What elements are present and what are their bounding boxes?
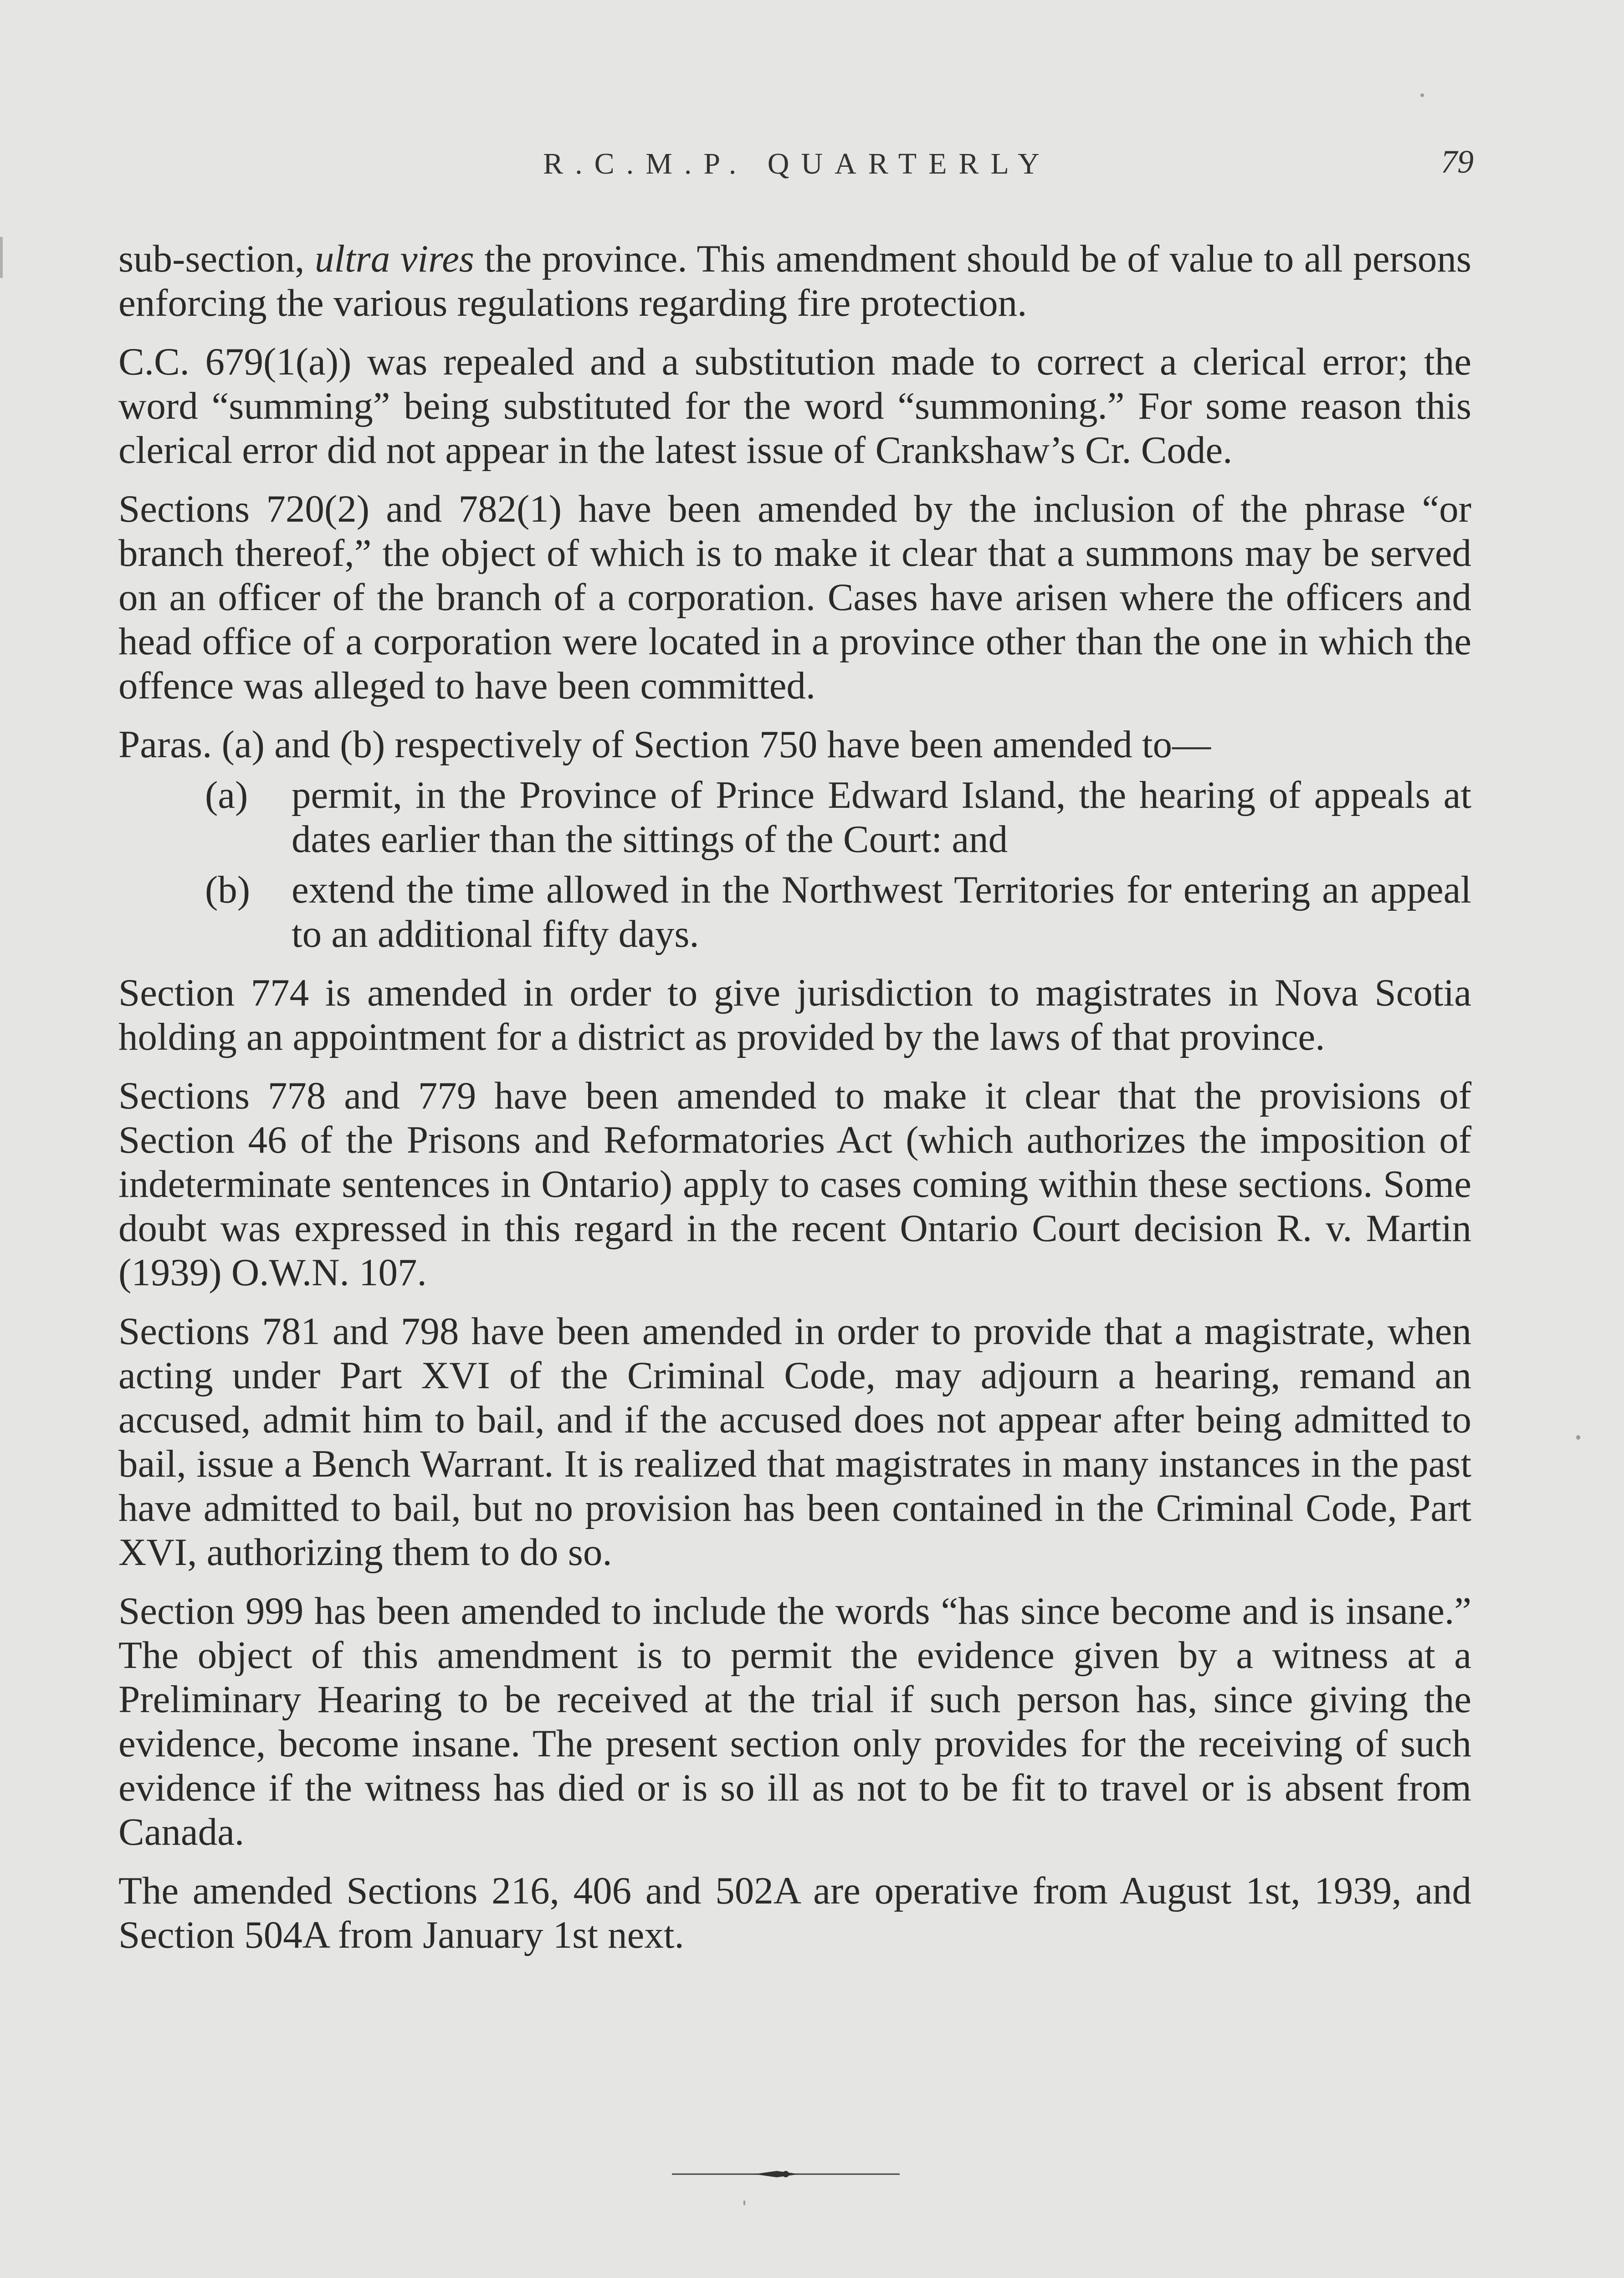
list-item-marker: (b) bbox=[205, 868, 251, 911]
paragraph-6: Sections 778 and 779 have been amended to make it clear that the provisions of Section 46 of the Prisons and Reformatories Act (which authorizes the imposition of indeterminate sentences in Ontario) apply to cases coming within these sections. Some doubt was expressed in this regard in the recent Ontario Court decision R. v. Martin (1939) O.W.N. 107. bbox=[118, 1074, 1471, 1294]
paragraph-1-end: the province. This amendment should be of value to all persons enforcing the various regulations regarding fire protection. bbox=[118, 237, 1472, 324]
body-text bbox=[118, 237, 1471, 1972]
list-item-text: extend the time allowed in the Northwest Territories for entering an appeal to an additional fifty days. bbox=[292, 868, 1471, 955]
end-ornament-icon bbox=[672, 2165, 900, 2183]
margin-speck bbox=[1576, 1435, 1580, 1440]
paragraph-1-start: sub-section, bbox=[118, 237, 315, 280]
page-number: 79 bbox=[1441, 144, 1474, 180]
margin-speck bbox=[1420, 93, 1424, 97]
paragraph-8: Section 999 has been amended to include the words “has since become and is insane.” The object of this amendment is to permit the evidence given by a witness at a Preliminary Hearing to be received at the trial if such person has, since giving the evidence, become insane. The present section only provides for the receiving of such evidence if the witness has died or is so ill as not to be fit to travel or is absent from Canada. bbox=[118, 1590, 1471, 1853]
paragraph-1 bbox=[118, 237, 1471, 325]
paragraph-5: Section 774 is amended in order to give jurisdiction to magistrates in Nova Scotia holding an appointment for a district as provided by the laws of that province. bbox=[118, 971, 1471, 1058]
margin-speck bbox=[0, 237, 3, 278]
paragraph-9: The amended Sections 216, 406 and 502A are operative from August 1st, 1939, and Section 504A from January 1st next. bbox=[118, 1869, 1471, 1956]
margin-speck bbox=[743, 2201, 745, 2205]
paragraph-7: Sections 781 and 798 have been amended in order to provide that a magistrate, when acting under Part XVI of the Criminal Code, may adjourn a hearing, remand an accused, admit him to bail, and if the accused does not appear after being admitted to bail, issue a Bench Warrant. It is realized that magistrates in many instances in the past have admitted to bail, but no provision has been contained in the Criminal Code, Part XVI, authorizing them to do so. bbox=[118, 1310, 1471, 1574]
list-item bbox=[118, 868, 1471, 956]
list-item bbox=[118, 773, 1471, 862]
amendment-list bbox=[118, 773, 1471, 956]
paragraph-4-intro: Paras. (a) and (b) respectively of Section 750 have been amended to— bbox=[118, 723, 1211, 766]
paragraph-2: C.C. 679(1(a)) was repealed and a substitution made to correct a clerical error; the word “summing” being substituted for the word “summoning.” For some reason this clerical error did not appear in the latest issue of Crankshaw’s Cr. Code. bbox=[118, 340, 1471, 472]
list-item-text: permit, in the Province of Prince Edward Island, the hearing of appeals at dates earlier than the sittings of the Court: and bbox=[292, 774, 1471, 861]
paragraph-3: Sections 720(2) and 782(1) have been amended by the inclusion of the phrase “or branch thereof,” the object of which is to make it clear that a summons may be served on an officer of the branch of a corporation. Cases have arisen where the officers and head office of a corporation were located in a province other than the one in which the offence was alleged to have been committed. bbox=[118, 487, 1471, 707]
list-item-marker: (a) bbox=[205, 774, 248, 816]
ultra-vires-phrase: ultra vires bbox=[314, 237, 474, 280]
running-head: R.C.M.P. QUARTERLY bbox=[543, 147, 1051, 180]
page-header bbox=[121, 144, 1474, 188]
